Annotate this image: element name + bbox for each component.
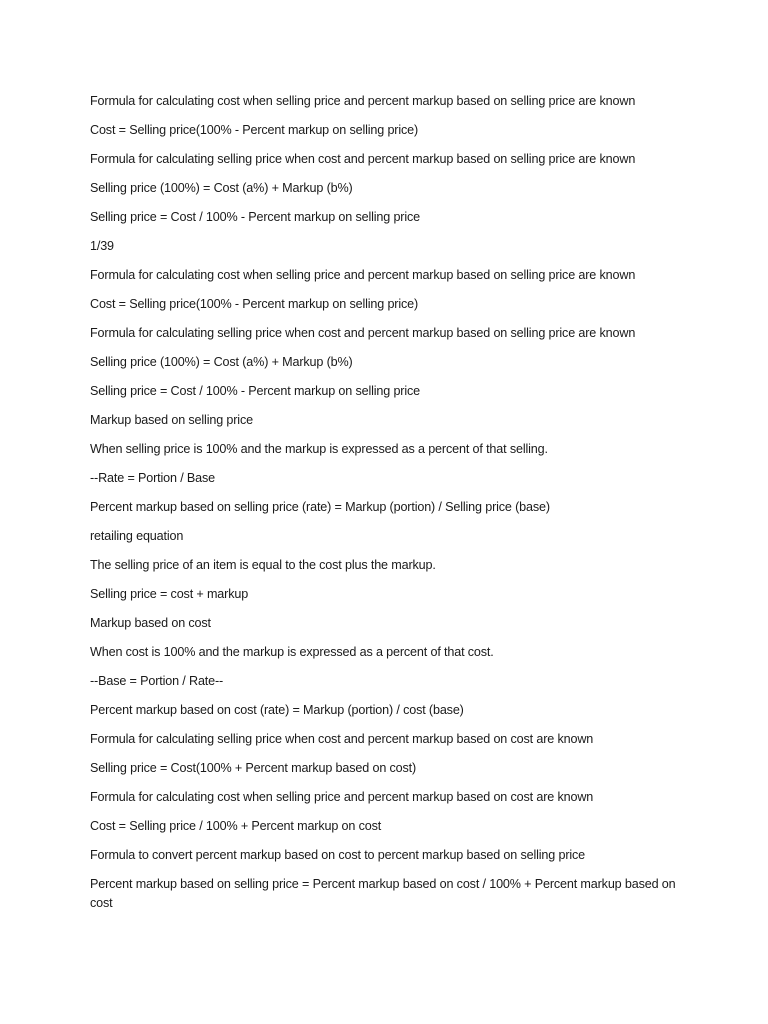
text-line: Cost = Selling price(100% - Percent markup on selling price)	[90, 297, 419, 311]
text-line: Percent markup based on selling price = Percent markup based on cost / 100% + Percent markup based on cost	[90, 877, 676, 910]
text-line: Cost = Selling price(100% - Percent markup on selling price)	[90, 123, 419, 137]
text-line: When selling price is 100% and the markup is expressed as a percent of that selling.	[90, 442, 548, 456]
text-line: retailing equation	[90, 529, 184, 543]
text-line: Markup based on selling price	[90, 413, 253, 427]
text-line: Selling price = Cost / 100% - Percent markup on selling price	[90, 384, 420, 398]
text-line: Selling price = Cost(100% + Percent markup based on cost)	[90, 761, 417, 775]
text-line: Cost = Selling price / 100% + Percent markup on cost	[90, 819, 382, 833]
document-body	[90, 92, 680, 923]
text-line: Formula for calculating selling price when cost and percent markup based on selling price are known	[90, 326, 636, 340]
text-line: Selling price (100%) = Cost (a%) + Markup (b%)	[90, 355, 353, 369]
text-line: Formula for calculating cost when selling price and percent markup based on selling price are known	[90, 268, 636, 282]
text-line: Selling price = Cost / 100% - Percent markup on selling price	[90, 210, 420, 224]
text-line: Percent markup based on cost (rate) = Markup (portion) / cost (base)	[90, 703, 464, 717]
text-line: Formula for calculating selling price when cost and percent markup based on selling price are known	[90, 152, 636, 166]
text-line: --Base = Portion / Rate--	[90, 674, 224, 688]
text-line: The selling price of an item is equal to the cost plus the markup.	[90, 558, 436, 572]
text-line: Formula for calculating cost when selling price and percent markup based on selling price are known	[90, 94, 636, 108]
text-line: Percent markup based on selling price (rate) = Markup (portion) / Selling price (base)	[90, 500, 550, 514]
page-counter: 1/39	[90, 239, 114, 253]
text-line: Formula for calculating selling price when cost and percent markup based on cost are known	[90, 732, 594, 746]
text-line: Markup based on cost	[90, 616, 211, 630]
text-line: Selling price = cost + markup	[90, 587, 249, 601]
text-line: --Rate = Portion / Base	[90, 471, 215, 485]
text-line: Selling price (100%) = Cost (a%) + Markup (b%)	[90, 181, 353, 195]
text-line: Formula to convert percent markup based on cost to percent markup based on selling price	[90, 848, 586, 862]
text-line: When cost is 100% and the markup is expressed as a percent of that cost.	[90, 645, 494, 659]
text-line: Formula for calculating cost when selling price and percent markup based on cost are known	[90, 790, 594, 804]
